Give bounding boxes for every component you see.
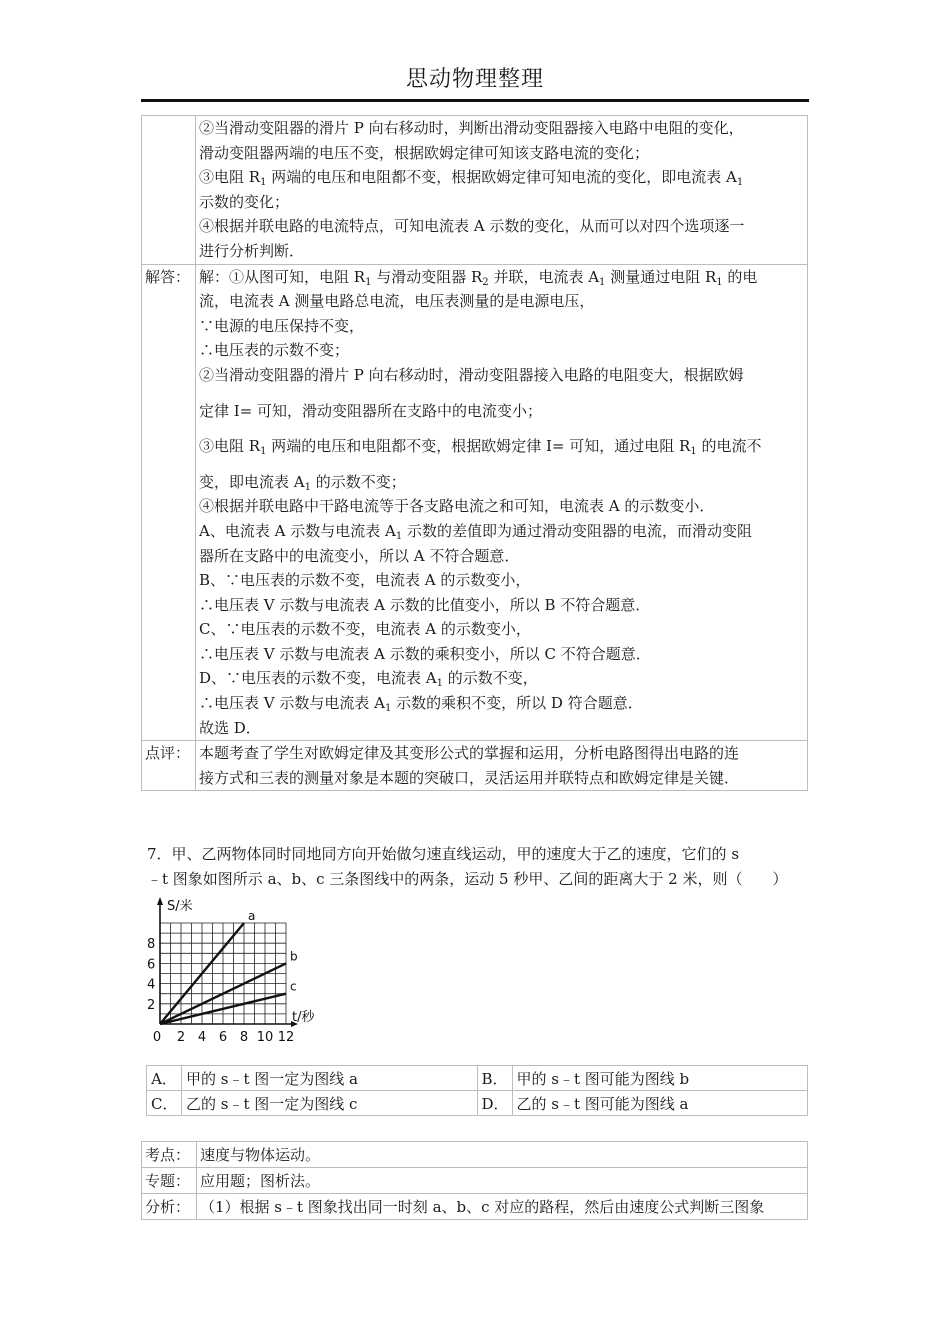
text-line: 流，电流表 A 测量电路总电流，电压表测量的是电源电压， [199, 292, 595, 311]
answer-lines [199, 265, 805, 741]
series-label: b [290, 949, 298, 964]
text-segment: 的示数不变， [443, 669, 538, 688]
comment-content [196, 741, 808, 791]
text-segment: 的电流不 [696, 437, 762, 456]
subscript: 1 [384, 703, 392, 715]
meta-text: 速度与物体运动。 [197, 1142, 808, 1168]
text-segment: 解：①从图可知，电阻 R [199, 267, 366, 286]
answer-label: 解答： [142, 264, 196, 741]
option-b-text[interactable]: 甲的 s﹣t 图可能为图线 b [512, 1066, 808, 1091]
text-segment: 两端的电压和电阻都不变，根据欧姆定律可知电流的变化，即电流表 A [266, 168, 737, 187]
solution-table [141, 115, 808, 791]
x-tick-label: 4 [197, 1030, 207, 1045]
text-line [199, 519, 805, 544]
options-table [146, 1065, 808, 1116]
text-line: 进行分析判断． [199, 241, 305, 260]
text-segment: 测量通过电阻 R [605, 267, 717, 286]
header-divider [141, 99, 809, 102]
text-line: 器所在支路中的电流变小，所以 A 不符合题意． [199, 546, 520, 565]
meta-label: 考点： [142, 1142, 197, 1168]
formula-gap [199, 459, 805, 470]
comment-label: 点评： [142, 741, 196, 791]
analysis-label-cell [142, 116, 196, 265]
comment-lines [199, 741, 805, 790]
text-segment: ③电阻 R [199, 168, 261, 187]
option-a-text[interactable]: 甲的 s﹣t 图一定为图线 a [182, 1066, 478, 1091]
option-d-key[interactable]: D． [477, 1091, 512, 1116]
y-tick-label: 2 [147, 997, 156, 1013]
text-segment: 示数的差值即为通过滑动变阻器的电流，而滑动变阻 [402, 521, 752, 540]
text-segment: 与滑动变阻器 R [371, 267, 483, 286]
x-axis-label: t/秒 [292, 1010, 315, 1025]
option-c-key[interactable]: C． [147, 1091, 182, 1116]
page-title: 思动物理整理 [405, 67, 544, 92]
option-d-text[interactable]: 乙的 s﹣t 图可能为图线 a [512, 1091, 808, 1116]
text-line: 滑动变阻器两端的电压不变，根据欧姆定律可知该支路电流的变化； [199, 143, 650, 162]
option-a-key[interactable]: A． [147, 1066, 182, 1091]
y-tick-label: 4 [147, 977, 156, 993]
y-axis-arrow [157, 897, 163, 905]
st-graph-svg [143, 893, 323, 1045]
text-segment: D、∵电压表的示数不变，电流表 A [199, 669, 437, 688]
text-line [199, 165, 805, 190]
text-line: ∴电压表的示数不变； [199, 341, 350, 360]
analysis-content [196, 116, 808, 265]
text-line [199, 434, 805, 459]
subscript: 2 [482, 276, 489, 288]
text-segment: ③电阻 R [199, 437, 261, 456]
comment-row [142, 741, 808, 791]
text-line: 定律 I= 可知，滑动变阻器所在支路中的电流变小； [199, 401, 543, 420]
text-line: 本题考查了学生对欧姆定律及其变形公式的掌握和运用，分析电路图得出电路的连 [199, 744, 740, 763]
subscript: 1 [260, 446, 267, 458]
text-line: ④根据并联电路的电流特点，可知电流表 A 示数的变化，从而可以对四个选项逐一 [199, 217, 745, 236]
text-segment: 的电 [722, 267, 758, 286]
text-line: ④根据并联电路中干路电流等于各支路电流之和可知，电流表 A 的示数变小． [199, 497, 715, 516]
subscript: 1 [395, 530, 403, 542]
subscript: 1 [736, 177, 744, 189]
text-segment: A、电流表 A 示数与电流表 A [199, 521, 396, 540]
y-tick-label: 6 [147, 957, 156, 973]
meta-label: 专题： [142, 1168, 197, 1194]
formula-gap [199, 388, 805, 399]
analysis-lines [199, 116, 805, 264]
option-b-key[interactable]: B． [477, 1066, 512, 1091]
text-line: B、∵电压表的示数不变，电流表 A 的示数变小， [199, 571, 531, 590]
meta-text: （1）根据 s﹣t 图象找出同一时刻 a、b、c 对应的路程，然后由速度公式判断三图象 [197, 1194, 808, 1220]
x-tick-label: 6 [218, 1030, 228, 1045]
text-line: ②当滑动变阻器的滑片 P 向右移动时，判断出滑动变阻器接入电路中电阻的变化， [199, 119, 744, 137]
subscript: 1 [599, 276, 606, 288]
subscript: 1 [304, 481, 311, 493]
subscript: 1 [365, 276, 372, 288]
subscript: 1 [436, 678, 444, 690]
answer-row [142, 264, 808, 741]
meta-table [141, 1141, 808, 1220]
answer-content [196, 264, 808, 741]
meta-text: 应用题；图析法。 [197, 1168, 808, 1194]
text-line: ∵电源的电压保持不变， [199, 316, 365, 335]
series-label: a [248, 909, 256, 923]
text-segment: 的示数不变； [310, 472, 406, 491]
text-segment: ∴电压表 V 示数与电流表 A [199, 694, 385, 713]
x-tick-label: 12 [277, 1030, 295, 1045]
meta-row-zhuanti [142, 1168, 808, 1194]
text-line: ②当滑动变阻器的滑片 P 向右移动时，滑动变阻器接入电路的电阻变大，根据欧姆 [199, 365, 744, 384]
meta-label: 分析： [142, 1194, 197, 1220]
series-label: c [290, 979, 297, 994]
x-tick-label: 2 [176, 1030, 186, 1045]
x-tick-label: 0 [152, 1030, 162, 1045]
subscript: 1 [690, 446, 697, 458]
meta-row-kaodian [142, 1142, 808, 1168]
subscript: 1 [716, 276, 723, 288]
text-line [199, 666, 805, 691]
text-line [199, 265, 805, 290]
question-line: ﹣t 图象如图所示 a、b、c 三条图线中的两条，运动 5 秒甲、乙间的距离大于 2 米，则（ ） [147, 870, 788, 888]
y-tick-label: 8 [147, 937, 156, 953]
text-line [199, 691, 805, 716]
option-c-text[interactable]: 乙的 s﹣t 图一定为图线 c [182, 1091, 478, 1116]
text-segment: 并联，电流表 A [488, 267, 600, 286]
text-segment: 两端的电压和电阻都不变，根据欧姆定律 I= 可知，通过电阻 R [266, 437, 691, 456]
text-segment: 变，即电流表 A [199, 472, 305, 491]
text-line: ∴电压表 V 示数与电流表 A 示数的比值变小，所以 B 不符合题意． [199, 595, 651, 614]
meta-row-fenxi [142, 1194, 808, 1220]
y-axis-label: S/米 [167, 899, 193, 914]
text-line: C、∵电压表的示数不变，电流表 A 的示数变小， [199, 620, 531, 639]
formula-gap [199, 423, 805, 434]
text-line: 示数的变化； [199, 192, 290, 211]
text-line [199, 470, 805, 495]
text-line: 接方式和三表的测量对象是本题的突破口，灵活运用并联特点和欧姆定律是关键． [199, 768, 740, 787]
x-tick-label: 10 [256, 1030, 274, 1045]
text-line: ∴电压表 V 示数与电流表 A 示数的乘积变小，所以 C 不符合题意． [199, 644, 651, 663]
st-graph [143, 893, 323, 1045]
question-7-stem [147, 842, 813, 892]
text-segment: 示数的乘积不变，所以 D 符合题意． [391, 694, 643, 713]
subscript: 1 [260, 177, 267, 189]
x-tick-label: 8 [239, 1030, 249, 1045]
analysis-row [142, 116, 808, 265]
question-line: 7．甲、乙两物体同时同地同方向开始做匀速直线运动，甲的速度大于乙的速度，它们的 s [147, 845, 740, 863]
text-line: 故选 D． [199, 718, 261, 737]
